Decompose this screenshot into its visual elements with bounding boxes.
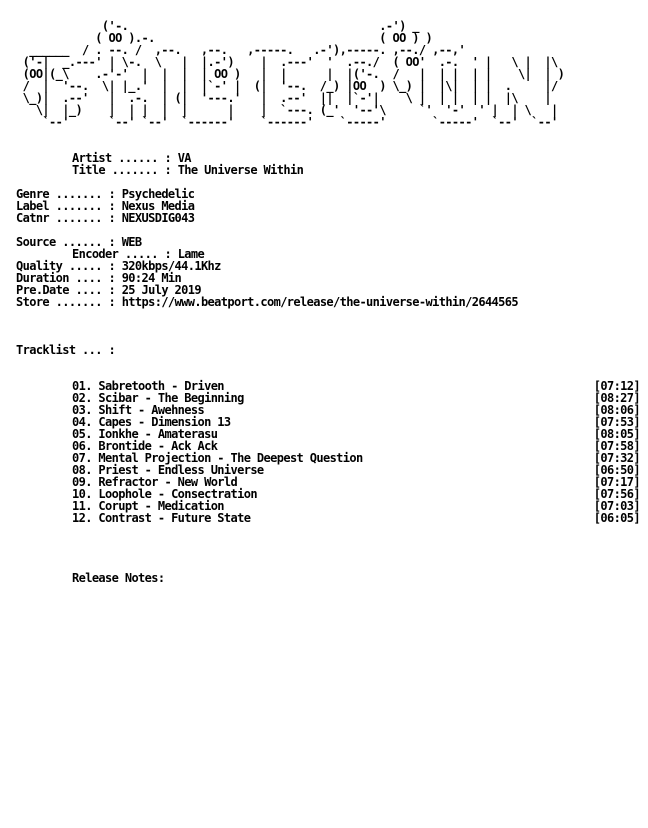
source-label: Source ...... : — [16, 235, 116, 249]
title-row — [16, 164, 640, 176]
source-value: WEB — [121, 235, 142, 249]
label-value: Nexus Media — [121, 199, 195, 213]
genre-value: Psychedelic — [121, 187, 195, 201]
logo-line: `--' `--' `--' `------' `------' `-----' `-----' `--' `--' — [16, 115, 558, 129]
track-title: 01. Sabretooth - Driven — [72, 379, 224, 393]
track-title: 09. Refractor - New World — [72, 475, 238, 489]
track-time: [07:53] — [593, 415, 640, 429]
duration-value: 90:24 Min — [121, 271, 182, 285]
track-time: [08:06] — [593, 403, 640, 417]
track-title: 10. Loophole - Consectration — [72, 487, 257, 501]
predate-label: Pre.Date .... : — [16, 283, 116, 297]
logo-line: ______ / . --. / ,--. ,--. ,-----. .-'),-----. ,--./ ,--,' — [16, 43, 466, 57]
track-title: 06. Brontide - Ack Ack — [72, 439, 218, 453]
tracklist — [16, 380, 640, 524]
track-time: [06:50] — [593, 463, 640, 477]
logo-line: (OO|(_\ .-'-' | | | | OO ) | | | |('-. / | | | | | \| | ) — [16, 67, 565, 81]
store-link[interactable]: https://www.beatport.com/release/the-universe-within/2644565 — [121, 295, 518, 309]
track-title: 05. Ionkhe - Amaterasu — [72, 427, 218, 441]
track-title: 03. Shift - Awehness — [72, 403, 205, 417]
artist-value: VA — [177, 151, 191, 165]
track-time: [08:05] — [593, 427, 640, 441]
catnr-row — [16, 212, 640, 224]
logo-line: ('-. .-') _ — [16, 19, 419, 33]
genre-label: Genre ....... : — [16, 187, 116, 201]
store-row — [16, 296, 640, 308]
track-time: [07:17] — [593, 475, 640, 489]
track-time: [07:32] — [593, 451, 640, 465]
track-row — [16, 512, 640, 524]
track-time: [07:58] — [593, 439, 640, 453]
track-time: [07:03] — [593, 499, 640, 513]
logo-line: \_)| .--' | .-. | (| '---.' | .--' || |`-'| \ | | | | | |\ | — [16, 91, 551, 105]
artist-label: Artist ...... : — [72, 151, 172, 165]
catnr-label: Catnr ....... : — [16, 211, 116, 225]
label-label: Label ....... : — [16, 199, 116, 213]
track-title: 11. Corupt - Medication — [72, 499, 224, 513]
track-time: [07:12] — [593, 379, 640, 393]
encoder-label: Encoder ..... : — [72, 247, 172, 261]
track-title: 07. Mental Projection - The Deepest Question — [72, 451, 363, 465]
store-label: Store ....... : — [16, 295, 116, 309]
logo-line: \| |_) | | | | | | | `---. (_' '--'\ `' '-' ' | | \ | — [16, 103, 558, 117]
track-time: [08:27] — [593, 391, 640, 405]
track-time: [07:56] — [593, 487, 640, 501]
logo-line: / | '--. \| |_.' | | |`-' | (| '--. /_) |OO ) \_) | |\| | | . |/ — [16, 79, 558, 93]
track-title: 02. Scibar - The Beginning — [72, 391, 244, 405]
release-notes-heading: Release Notes: — [72, 571, 165, 585]
track-time: [06:05] — [593, 511, 640, 525]
title-label: Title ....... : — [72, 163, 172, 177]
track-title: 12. Contrast - Future State — [72, 511, 251, 525]
tracklist-heading: Tracklist ... : — [16, 343, 116, 357]
catnr-value: NEXUSDIG043 — [121, 211, 195, 225]
quality-label: Quality ..... : — [16, 259, 116, 273]
track-title: 08. Priest - Endless Universe — [72, 463, 264, 477]
track-title: 04. Capes - Dimension 13 — [72, 415, 231, 429]
quality-value: 320kbps/44.1Khz — [121, 259, 221, 273]
ascii-art-logo — [16, 20, 640, 128]
nfo-document — [16, 20, 640, 584]
title-value: The Universe Within — [177, 163, 304, 177]
logo-line: ('-| _.---' | \-. \ | |.-') | .---' ' .--./ ( OO' .-. ' | \ | |\ — [16, 55, 558, 69]
duration-label: Duration .... : — [16, 271, 116, 285]
encoder-value: Lame — [177, 247, 205, 261]
predate-value: 25 July 2019 — [121, 283, 201, 297]
logo-line: ( OO ).-. ( OO ) ) — [16, 31, 433, 45]
